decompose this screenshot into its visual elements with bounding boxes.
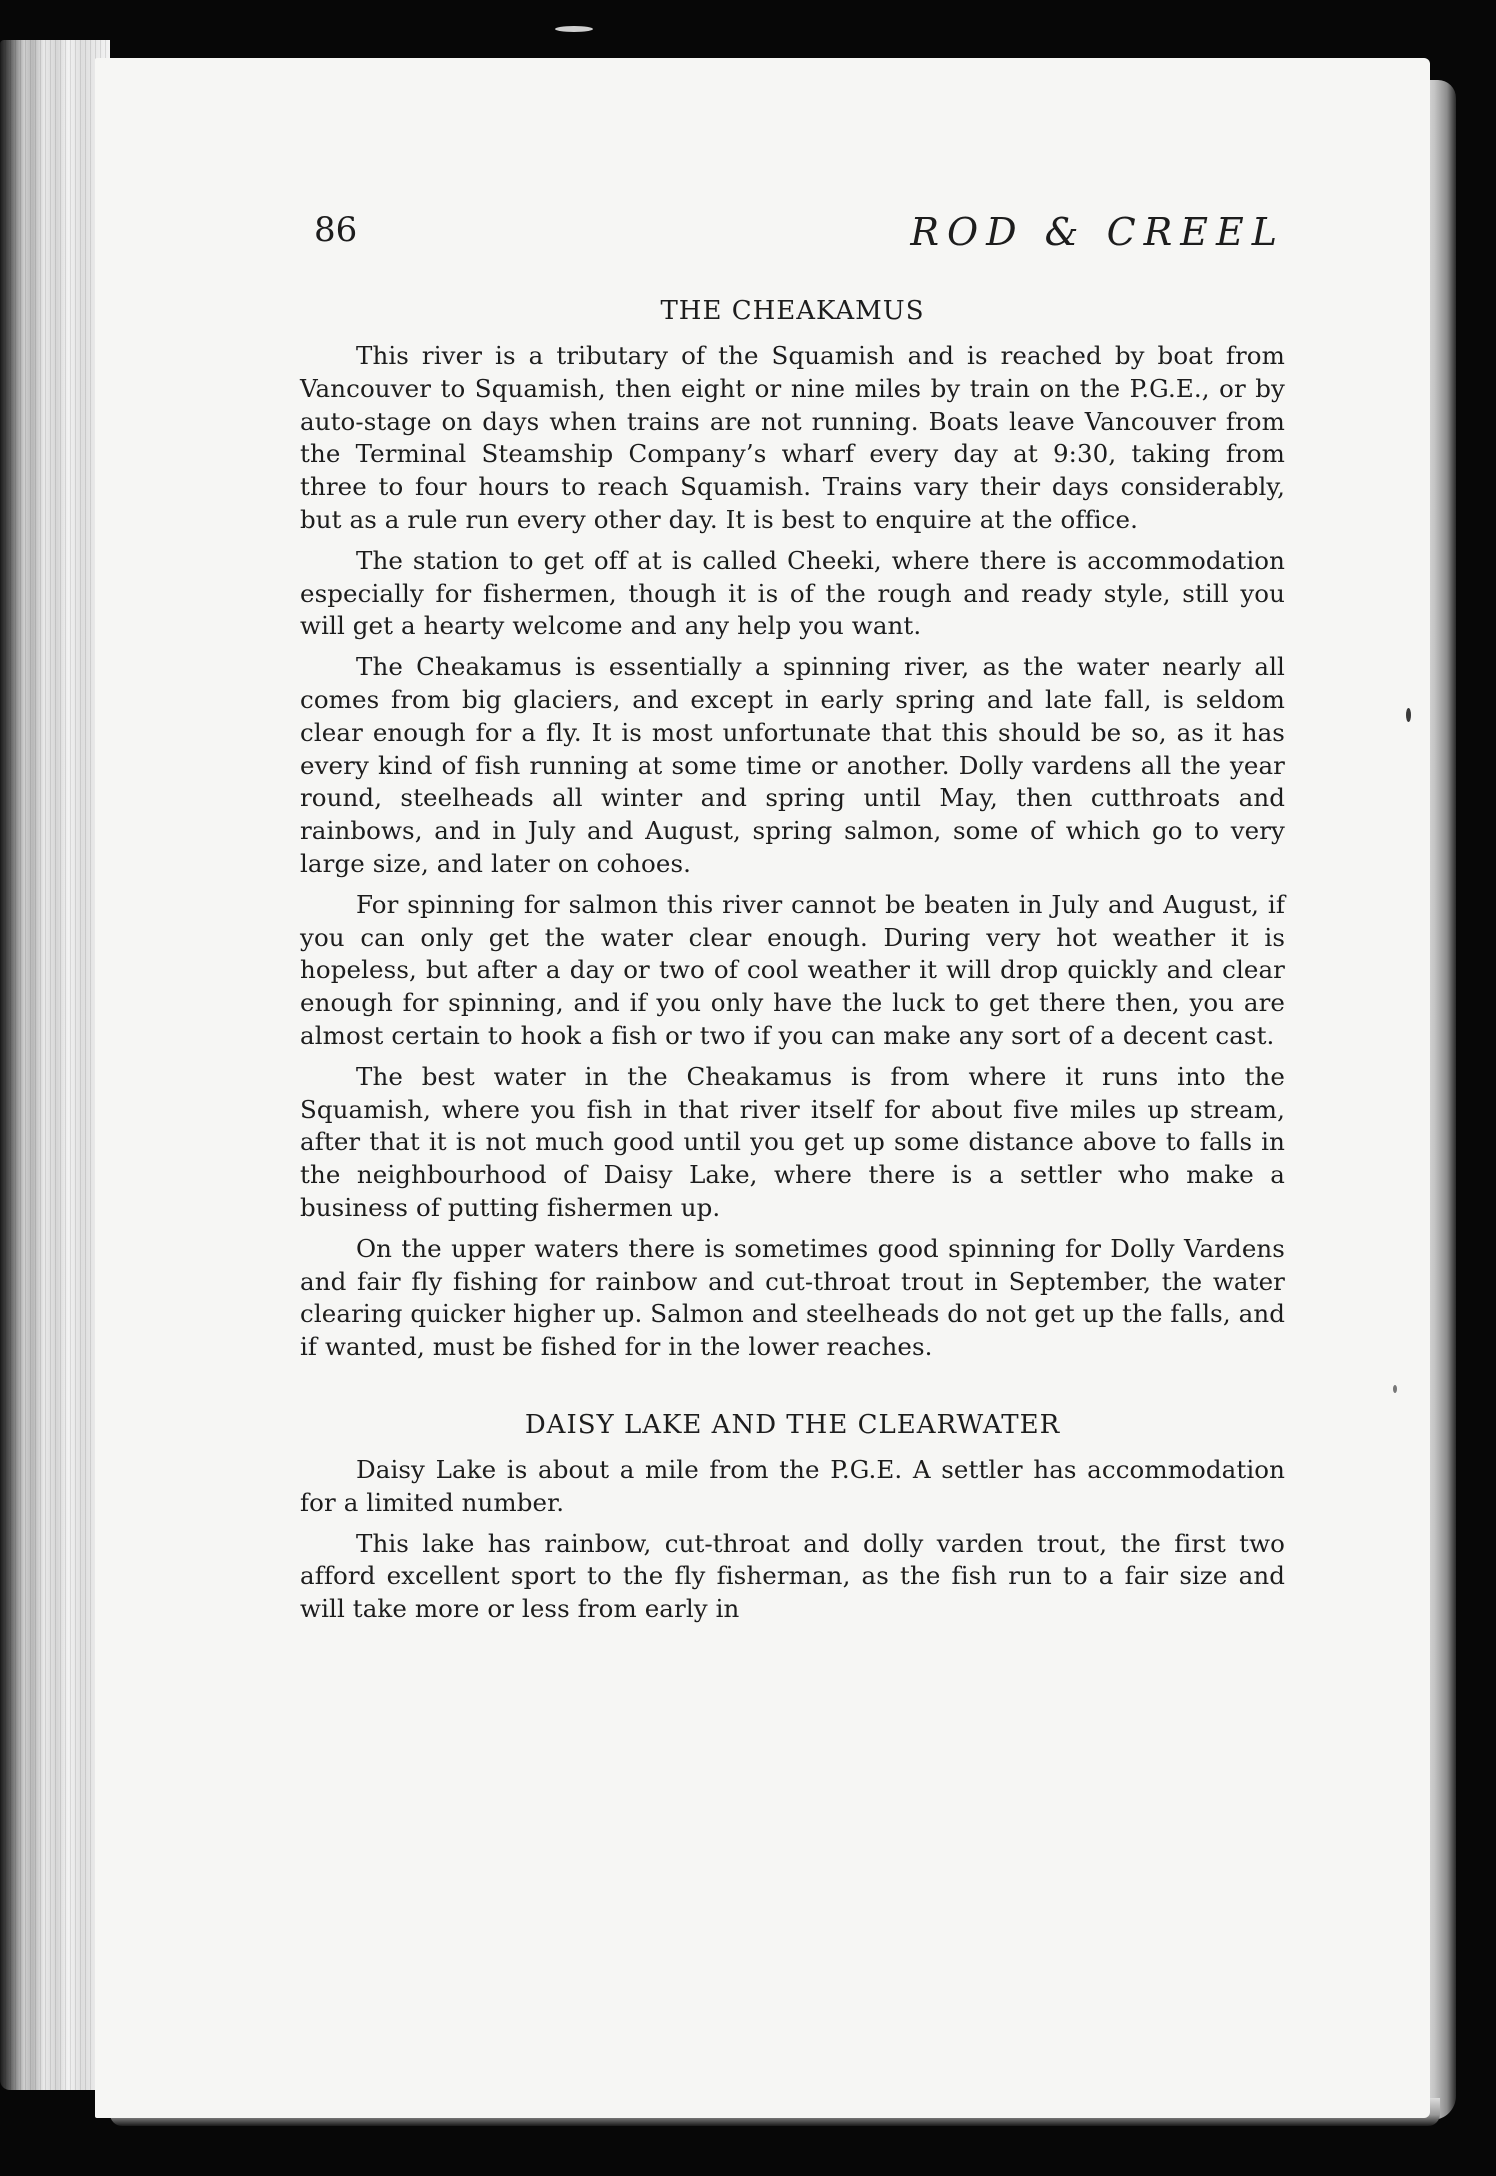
stacked-page-edges: [0, 40, 110, 2090]
paragraph: For spinning for salmon this river cannot be beaten in July and August, if you can only get the water clear enough. During very hot weather it is hopeless, but after a day or two of cool weather it will drop quickly and clear enough for spinning, and if you only have the luck to get there then, you are almost certain to hook a fish or two if you can make any sort of a decent cast.: [300, 889, 1285, 1050]
paragraph: This river is a tributary of the Squamish and is reached by boat from Vancouver to Squamish, then eight or nine miles by train on the P.G.E., or by auto-stage on days when trains are not running. Boats leave Vancouver from the Terminal Steamship Company’s wharf every day at 9:30, taking from three to four hours to reach Squamish. Trains vary their days considerably, but as a rule run every other day. It is best to enquire at the office.: [300, 341, 1285, 534]
page-number: 86: [314, 210, 358, 250]
paragraph: The Cheakamus is essentially a spinning river, as the water nearly all comes from big glaciers, and except in early spring and late fall, is seldom clear enough for a fly. It is most unfortunate that this should be so, as it has every kind of fish running at some time or another. Dolly vardens all the year round, steelheads all winter and spring until May, then cutthroats and rainbows, and in July and August, spring salmon, some of which go to very large size, and later on cohoes.: [300, 652, 1285, 878]
running-head: [300, 210, 1285, 280]
paragraph: On the upper waters there is sometimes good spinning for Dolly Vardens and fair fly fishing for rainbow and cut-throat trout in September, the water clearing quicker higher up. Salmon and steelheads do not get up the falls, and if wanted, must be fished for in the lower reaches.: [300, 1233, 1285, 1362]
page-text: [300, 210, 1285, 1626]
paragraph: The station to get off at is called Cheeki, where there is accommodation especially for fishermen, though it is of the rough and ready style, still you will get a hearty welcome and any help you want.: [300, 545, 1285, 641]
running-title: ROD & CREEL: [910, 210, 1285, 254]
scan-speck: [1393, 1385, 1397, 1393]
scan-speck: [1406, 708, 1411, 722]
scan-speck: [555, 26, 593, 32]
section-heading: DAISY LAKE AND THE CLEARWATER: [524, 1409, 1061, 1440]
section-heading: THE CHEAKAMUS: [660, 296, 925, 326]
paragraph: This lake has rainbow, cut-throat and dolly varden trout, the first two afford excellent sport to the fly fisherman, as the fish run to a fair size and will take more or less from early in: [300, 1528, 1285, 1624]
paragraph: Daisy Lake is about a mile from the P.G.E. A settler has accommodation for a limited number.: [300, 1454, 1285, 1517]
paragraph: The best water in the Cheakamus is from where it runs into the Squamish, where you fish in that river itself for about five miles up stream, after that it is not much good until you get up some distance above to falls in the neighbourhood of Daisy Lake, where there is a settler who make a business of putting fishermen up.: [300, 1061, 1285, 1222]
